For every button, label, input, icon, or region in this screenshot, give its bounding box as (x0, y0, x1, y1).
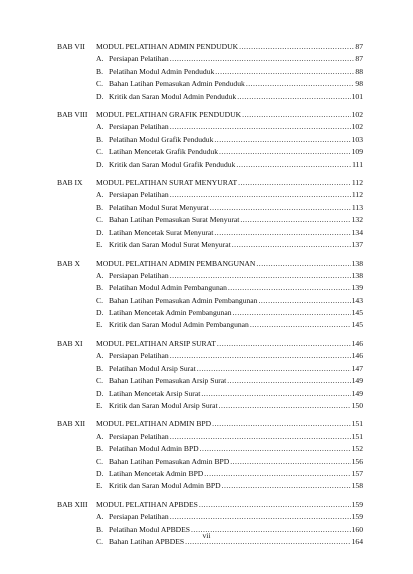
dot-leader (219, 400, 351, 412)
chapter-number: BAB XIII (57, 499, 88, 509)
entry-page-number: 103 (351, 134, 363, 144)
entry-letter: A. (96, 122, 104, 132)
toc-chapter-heading[interactable] (57, 41, 363, 53)
toc-chapter-heading[interactable] (57, 418, 363, 430)
entry-title: Persiapan Pelatihan (109, 54, 169, 64)
toc-entry[interactable] (57, 189, 363, 201)
entry-page-number: 88 (355, 66, 363, 76)
toc-entry[interactable] (57, 270, 363, 282)
toc-entry[interactable] (57, 319, 363, 331)
entry-page-number: 149 (351, 376, 363, 386)
table-of-contents (57, 41, 363, 548)
toc-chapter-heading[interactable] (57, 499, 363, 511)
entry-title: Pelatihan Modul Admin BPD (109, 444, 199, 454)
toc-chapter (57, 41, 363, 103)
entry-letter: D. (96, 159, 104, 169)
dot-leader (233, 307, 351, 319)
toc-entry[interactable] (57, 227, 363, 239)
dot-leader (232, 239, 351, 251)
entry-letter: B. (96, 283, 103, 293)
toc-entry[interactable] (57, 282, 363, 294)
entry-letter: B. (96, 363, 103, 373)
toc-entry[interactable] (57, 363, 363, 375)
dot-leader (230, 456, 350, 468)
entry-title: Bahan Latihan Pemasukan Arsip Surat (109, 376, 227, 386)
entry-letter: A. (96, 270, 104, 280)
entry-page-number: 137 (351, 240, 363, 250)
entry-page-number: 152 (351, 444, 363, 454)
entry-page-number: 139 (351, 283, 363, 293)
dot-leader (214, 134, 350, 146)
chapter-number: BAB IX (57, 178, 83, 188)
toc-entry[interactable] (57, 307, 363, 319)
page-number: vii (202, 531, 211, 540)
entry-page-number: 160 (351, 524, 363, 534)
entry-page-number: 150 (351, 400, 363, 410)
dot-leader (170, 431, 351, 443)
entry-letter: B. (96, 134, 103, 144)
entry-page-number: 109 (351, 147, 363, 157)
entry-title: Persiapan Pelatihan (109, 122, 169, 132)
toc-entry[interactable] (57, 134, 363, 146)
entry-page-number: 145 (351, 320, 363, 330)
toc-chapter (57, 499, 363, 549)
entry-page-number: 159 (351, 512, 363, 522)
entry-letter: E. (96, 400, 103, 410)
chapter-title: MODUL PELATIHAN ADMIN PEMBANGUNAN (96, 258, 256, 268)
toc-chapter (57, 338, 363, 412)
chapter-number: BAB VII (57, 42, 85, 51)
entry-page-number: 143 (351, 295, 363, 305)
entry-page-number: 138 (351, 270, 363, 280)
dot-leader (215, 66, 354, 78)
toc-entry[interactable] (57, 375, 363, 387)
entry-page-number: 147 (351, 363, 363, 373)
entry-title: Kritik dan Saran Modul Arsip Surat (109, 400, 218, 410)
entry-page-number: 87 (355, 54, 363, 64)
chapter-page-number: 138 (351, 258, 363, 268)
entry-letter: A. (96, 351, 104, 361)
dot-leader (250, 319, 351, 331)
toc-chapter (57, 258, 363, 332)
entry-page-number: 164 (351, 537, 363, 547)
entry-page-number: 102 (351, 122, 363, 132)
toc-entry[interactable] (57, 388, 363, 400)
entry-page-number: 112 (351, 190, 363, 200)
dot-leader (239, 41, 354, 53)
dot-leader (197, 363, 351, 375)
entry-page-number: 132 (351, 215, 363, 225)
entry-title: Pelatihan Modul Arsip Surat (109, 363, 196, 373)
toc-chapter (57, 177, 363, 251)
entry-letter: C. (96, 215, 103, 225)
entry-letter: C. (96, 295, 103, 305)
chapter-title: MODUL PELATIHAN GRAFIK PENDUDUK (96, 110, 242, 120)
entry-title: Kritik dan Saran Modul Grafik Penduduk (109, 159, 236, 169)
entry-title: Persiapan Pelatihan (109, 270, 169, 280)
toc-entry[interactable] (57, 431, 363, 443)
entry-title: Persiapan Pelatihan (109, 351, 169, 361)
chapter-page-number: 102 (351, 110, 363, 120)
dot-leader (201, 388, 350, 400)
chapter-page-number: 146 (351, 338, 363, 348)
entry-page-number: 98 (355, 79, 363, 89)
dot-leader (236, 159, 351, 171)
entry-title: Latihan Mencetak Admin BPD (109, 468, 204, 478)
chapter-number: BAB X (57, 258, 80, 268)
toc-chapter-heading[interactable] (57, 338, 363, 350)
toc-entry[interactable] (57, 443, 363, 455)
entry-page-number: 145 (351, 308, 363, 318)
entry-letter: A. (96, 54, 104, 64)
entry-title: Bahan Latihan Pemasukan Admin Penduduk (109, 79, 245, 89)
dot-leader (199, 499, 351, 511)
dot-leader (258, 295, 350, 307)
entry-title: Latihan Mencetak Arsip Surat (109, 388, 201, 398)
entry-letter: B. (96, 202, 103, 212)
entry-title: Latihan Mencetak Surat Menyurat (109, 227, 214, 237)
dot-leader (170, 350, 351, 362)
chapter-title: MODUL PELATIHAN ADMIN BPD (96, 419, 212, 429)
entry-letter: D. (96, 388, 104, 398)
toc-entry[interactable] (57, 350, 363, 362)
entry-letter: C. (96, 376, 103, 386)
dot-leader (212, 418, 351, 430)
dot-leader (170, 121, 351, 133)
dot-leader (240, 214, 350, 226)
entry-letter: A. (96, 512, 104, 522)
chapter-page-number: 151 (351, 419, 363, 429)
toc-entry[interactable] (57, 202, 363, 214)
entry-title: Pelatihan Modul Surat Menyurat (109, 202, 209, 212)
entry-page-number: 156 (351, 456, 363, 466)
entry-page-number: 146 (351, 351, 363, 361)
entry-title: Latihan Mencetak Admin Pembangunan (109, 308, 232, 318)
entry-page-number: 151 (351, 431, 363, 441)
entry-title: Kritik dan Saran Modul Admin Pembangunan (109, 320, 249, 330)
dot-leader (170, 189, 351, 201)
dot-leader (237, 91, 350, 103)
entry-letter: A. (96, 190, 104, 200)
dot-leader (214, 227, 350, 239)
dot-leader (256, 258, 350, 270)
entry-page-number: 113 (351, 202, 363, 212)
toc-entry[interactable] (57, 159, 363, 171)
chapter-title: MODUL PELATIHAN SURAT MENYURAT (96, 178, 238, 188)
entry-letter: C. (96, 147, 103, 157)
entry-title: Pelatihan Modul APBDES (109, 524, 191, 534)
dot-leader (222, 480, 351, 492)
entry-title: Bahan Latihan APBDES (109, 537, 185, 547)
entry-title: Bahan Latihan Pemasukan Surat Menyurat (109, 215, 240, 225)
entry-letter: C. (96, 456, 103, 466)
chapter-page-number: 112 (351, 178, 363, 188)
entry-title: Kritik dan Saran Modul Surat Menyurat (109, 240, 231, 250)
chapter-title: MODUL PELATIHAN ADMIN PENDUDUK (96, 42, 239, 51)
entry-letter: B. (96, 524, 103, 534)
entry-letter: D. (96, 468, 104, 478)
dot-leader (170, 511, 351, 523)
toc-entry[interactable] (57, 91, 363, 103)
entry-title: Persiapan Pelatihan (109, 431, 169, 441)
entry-page-number: 158 (351, 481, 363, 491)
toc-chapter-heading[interactable] (57, 177, 363, 189)
entry-letter: C. (96, 537, 103, 547)
chapter-number: BAB VIII (57, 110, 88, 120)
toc-entry[interactable] (57, 78, 363, 90)
chapter-number: BAB XI (57, 338, 83, 348)
dot-leader (170, 270, 351, 282)
toc-chapter-heading[interactable] (57, 258, 363, 270)
toc-entry[interactable] (57, 468, 363, 480)
toc-entry[interactable] (57, 66, 363, 78)
entry-letter: B. (96, 444, 103, 454)
entry-letter: D. (96, 308, 104, 318)
chapter-page-number: 87 (355, 42, 363, 51)
entry-letter: C. (96, 79, 103, 89)
entry-letter: E. (96, 240, 103, 250)
dot-leader (228, 282, 351, 294)
entry-title: Persiapan Pelatihan (109, 190, 169, 200)
entry-title: Kritik dan Saran Modul Admin BPD (109, 481, 221, 491)
dot-leader (227, 375, 350, 387)
dot-leader (210, 202, 351, 214)
entry-title: Kritik dan Saran Modul Admin Penduduk (109, 91, 237, 101)
chapter-page-number: 159 (351, 499, 363, 509)
toc-entry[interactable] (57, 456, 363, 468)
entry-letter: D. (96, 91, 104, 101)
entry-letter: D. (96, 227, 104, 237)
entry-title: Latihan Mencetak Grafik Penduduk (109, 147, 219, 157)
entry-letter: A. (96, 431, 104, 441)
chapter-number: BAB XII (57, 419, 86, 429)
toc-entry[interactable] (57, 121, 363, 133)
entry-letter: E. (96, 481, 103, 491)
entry-title: Bahan Latihan Pemasukan Admin BPD (109, 456, 230, 466)
toc-entry[interactable] (57, 214, 363, 226)
dot-leader (219, 146, 351, 158)
toc-chapter (57, 109, 363, 171)
dot-leader (170, 53, 355, 65)
toc-entry[interactable] (57, 53, 363, 65)
toc-entry[interactable] (57, 400, 363, 412)
entry-page-number: 111 (352, 159, 363, 169)
dot-leader (204, 468, 350, 480)
chapter-title: MODUL PELATIHAN ARSIP SURAT (96, 338, 216, 348)
entry-letter: E. (96, 320, 103, 330)
entry-title: Bahan Latihan Pemasukan Admin Pembangunan (109, 295, 258, 305)
toc-chapter-heading[interactable] (57, 109, 363, 121)
toc-entry[interactable] (57, 239, 363, 251)
entry-title: Persiapan Pelatihan (109, 512, 169, 522)
dot-leader (217, 338, 351, 350)
entry-title: Pelatihan Modul Grafik Penduduk (109, 134, 214, 144)
toc-chapter (57, 418, 363, 492)
entry-page-number: 134 (351, 227, 363, 237)
entry-page-number: 149 (351, 388, 363, 398)
entry-title: Pelatihan Modul Admin Pembangunan (109, 283, 227, 293)
dot-leader (242, 109, 351, 121)
dot-leader (238, 177, 351, 189)
entry-title: Pelatihan Modul Admin Penduduk (109, 66, 215, 76)
toc-entry[interactable] (57, 480, 363, 492)
toc-entry[interactable] (57, 146, 363, 158)
entry-page-number: 101 (351, 91, 363, 101)
chapter-title: MODUL PELATIHAN APBDES (96, 499, 198, 509)
entry-letter: B. (96, 66, 103, 76)
toc-entry[interactable] (57, 511, 363, 523)
dot-leader (200, 443, 351, 455)
entry-page-number: 157 (351, 468, 363, 478)
dot-leader (246, 78, 355, 90)
toc-entry[interactable] (57, 295, 363, 307)
